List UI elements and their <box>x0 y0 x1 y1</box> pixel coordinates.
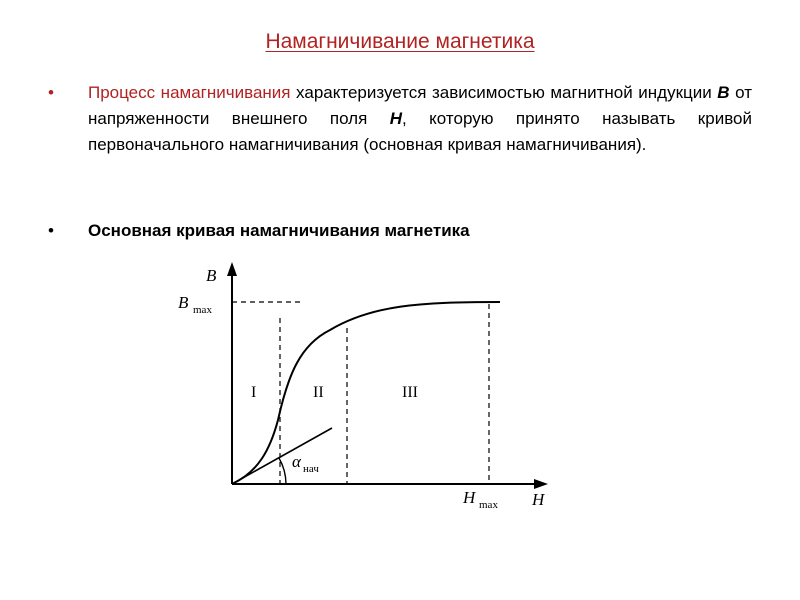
bmax-label-main: B <box>178 293 189 312</box>
magnetization-curve <box>232 302 500 484</box>
alpha-label-main: α <box>292 452 301 471</box>
y-axis-arrow <box>227 262 237 276</box>
bullet-dot: • <box>48 221 54 240</box>
bullet-dot: • <box>48 83 54 102</box>
var-h: H <box>389 109 403 128</box>
y-axis-label: B <box>206 266 217 285</box>
text-part2: характеризуется зависимостью магнитной индукции <box>290 83 718 102</box>
alpha-label-sub: нач <box>303 463 319 475</box>
x-axis-arrow <box>534 479 548 489</box>
text-part3: от напряженности внешнего поля <box>88 83 752 128</box>
initial-tangent-line <box>232 428 332 484</box>
hmax-label-main: H <box>463 488 476 507</box>
term-magnetization-process: Процесс намагничивания <box>88 83 291 102</box>
hmax-label-sub: max <box>479 499 498 511</box>
region-1-label: I <box>251 384 257 401</box>
bmax-label-sub: max <box>193 304 212 316</box>
slide-title: Намагничивание магнетика <box>265 30 535 53</box>
var-b: B <box>717 83 730 102</box>
x-axis-label: H <box>532 490 545 509</box>
curve-heading: Основная кривая намагничивания магнетика <box>88 221 470 240</box>
region-2-label: II <box>313 384 324 401</box>
text-part4: , которую принято называть кривой первоначального намагничивания (основная кривая намагничивания). <box>88 109 752 154</box>
region-3-label: III <box>402 384 418 401</box>
